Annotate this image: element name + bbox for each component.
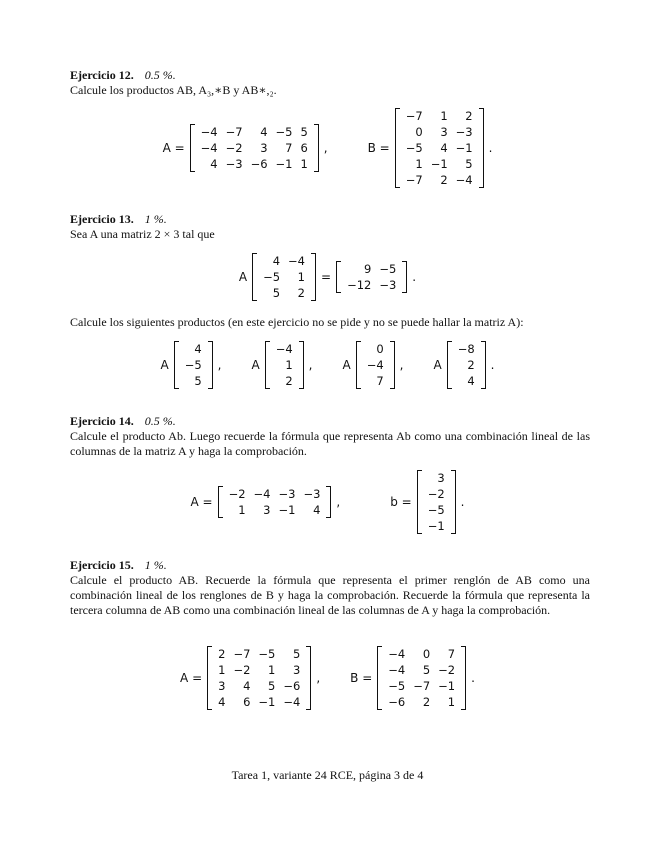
matrix-entry: −5 [405, 141, 423, 155]
matrix-row [384, 678, 459, 694]
matrix [356, 341, 395, 389]
exercise-13-title: Ejercicio 13. [70, 212, 134, 226]
matrix-row [259, 285, 309, 301]
matrix-entry: 3 [263, 503, 271, 517]
exercise-12-equation [0, 108, 655, 188]
exercise-13 [70, 212, 590, 242]
matrix-label: A [433, 358, 442, 372]
matrix [377, 646, 466, 710]
exercise-14-text: Calcule el producto Ab. Luego recuerde la fórmula que representa Ab como una combinación lineal de las columnas de la matriz A y haga la comprobación. [70, 429, 590, 458]
exercise-14-title: Ejercicio 14. [70, 414, 134, 428]
exercise-13-equation-1 [0, 252, 655, 302]
matrix-entry: 2 [285, 374, 293, 388]
matrix-row [272, 373, 297, 389]
matrix-entry: −4 [366, 358, 384, 372]
matrix-row [197, 124, 312, 140]
matrix-row [402, 156, 477, 172]
matrix [218, 486, 332, 518]
matrix [417, 470, 456, 534]
matrix [395, 108, 484, 188]
matrix-entry: 7 [447, 647, 456, 661]
exercise-13-points: 1 %. [144, 212, 167, 226]
exercise-12-title: Ejercicio 12. [70, 68, 134, 82]
matrix-entry: −7 [405, 109, 423, 123]
matrix-entry: 4 [272, 254, 281, 268]
matrix-label: A [342, 358, 351, 372]
matrix-entry: 4 [194, 342, 202, 356]
matrix-table [454, 341, 479, 389]
matrix-entry: 9 [364, 262, 372, 276]
matrix-group [390, 470, 464, 534]
exercise-15-equation [0, 644, 655, 712]
exercise-15-points: 1 %. [144, 558, 167, 572]
matrix-entry: 6 [300, 141, 308, 155]
matrix-entry: 1 [440, 109, 448, 123]
matrix-table [424, 470, 449, 534]
matrix-entry: 4 [243, 679, 251, 693]
punctuation: , [316, 671, 321, 685]
matrix-entry: 1 [218, 663, 226, 677]
matrix-table [343, 261, 400, 293]
matrix-table [225, 486, 325, 518]
matrix-entry: 3 [437, 471, 445, 485]
matrix-entry: −2 [438, 663, 456, 677]
matrix-entry: −1 [438, 679, 456, 693]
matrix-entry: −7 [413, 679, 431, 693]
exercise-14 [70, 414, 590, 459]
matrix-row [343, 261, 400, 277]
matrix-entry: 1 [300, 157, 308, 171]
matrix-group [434, 341, 495, 389]
matrix-entry: 5 [272, 286, 281, 300]
matrix-label: A = [162, 141, 185, 155]
matrix-entry: 5 [422, 663, 431, 677]
exercise-12-text: Calcule los productos AB, A₃,∗B y AB∗,₂. [70, 83, 277, 97]
matrix-label: A = [190, 495, 213, 509]
matrix-row [272, 357, 297, 373]
matrix-row [197, 140, 312, 156]
matrix-entry: −2 [427, 487, 445, 501]
matrix-label: A = [180, 671, 203, 685]
matrix-entry: −1 [430, 157, 448, 171]
matrix-entry: −2 [228, 487, 246, 501]
exercise-13-text: Sea A una matriz 2 × 3 tal que [70, 227, 215, 241]
matrix-entry: −3 [278, 487, 296, 501]
matrix-row [384, 662, 459, 678]
matrix-row [454, 373, 479, 389]
matrix-entry: −1 [275, 157, 293, 171]
matrix-entry: −3 [379, 278, 397, 292]
punctuation: , [399, 358, 404, 372]
matrix-entry: 3 [260, 141, 268, 155]
matrix-entry: 6 [243, 695, 251, 709]
matrix-group [191, 486, 341, 518]
punctuation: . [490, 358, 495, 372]
matrix-entry: −7 [233, 647, 251, 661]
matrix-group [180, 646, 320, 710]
matrix-row [181, 341, 206, 357]
exercise-13-text-2: Calcule los siguientes productos (en este ejercicio no se pide y no se puede hallar la matriz A): [70, 315, 524, 329]
matrix-entry: 0 [415, 125, 423, 139]
matrix-row [343, 277, 400, 293]
matrix-group [252, 341, 313, 389]
matrix-entry: −1 [455, 141, 473, 155]
matrix-row [424, 470, 449, 486]
matrix [336, 261, 407, 293]
matrix-entry: 1 [238, 503, 246, 517]
matrix-entry: −3 [303, 487, 321, 501]
matrix-entry: 3 [292, 663, 301, 677]
matrix-entry: 5 [292, 647, 301, 661]
matrix [447, 341, 486, 389]
matrix-entry: 4 [210, 157, 218, 171]
matrix-entry: −3 [455, 125, 473, 139]
matrix-label: b = [390, 495, 412, 509]
punctuation: , [323, 141, 328, 155]
matrix-entry: 1 [285, 358, 293, 372]
matrix-group [239, 253, 416, 301]
matrix [174, 341, 213, 389]
matrix-label: A [251, 358, 260, 372]
matrix-entry: −7 [225, 125, 243, 139]
matrix-entry: −5 [379, 262, 397, 276]
matrix-row [454, 341, 479, 357]
matrix-entry: 1 [447, 695, 456, 709]
matrix-entry: 4 [260, 125, 268, 139]
matrix-row [259, 253, 309, 269]
matrix-entry: −1 [278, 503, 296, 517]
matrix-entry: 4 [467, 374, 475, 388]
matrix-entry: −5 [427, 503, 445, 517]
matrix-entry: −5 [263, 270, 281, 284]
matrix-table [402, 108, 477, 188]
exercise-15-text: Calcule el producto AB. Recuerde la fórmula que representa el primer renglón de AB como una combinación lineal de los renglones de B y haga la comprobación. Recuerde la fórmula que representa la tercera columna de AB como una combinación lineal de las columnas de A y haga la comprobación. [70, 573, 590, 617]
matrix-row [363, 341, 388, 357]
exercise-14-points: 0.5 %. [144, 414, 176, 428]
matrix-entry: −1 [258, 695, 276, 709]
matrix-entry: 5 [194, 374, 202, 388]
matrix-group [350, 646, 475, 710]
matrix-entry: 3 [440, 125, 448, 139]
matrix-entry: 1 [415, 157, 423, 171]
matrix [252, 253, 316, 301]
matrix-entry: −4 [288, 254, 305, 268]
exercise-12-points: 0.5 %. [144, 68, 176, 82]
matrix-entry: −8 [457, 342, 475, 356]
matrix-table [363, 341, 388, 389]
matrix-table [384, 646, 459, 710]
exercise-12 [70, 68, 590, 98]
matrix-entry: 0 [422, 647, 431, 661]
matrix-row [384, 694, 459, 710]
matrix-table [197, 124, 312, 172]
matrix-entry: −5 [275, 125, 293, 139]
matrix-label: A [238, 270, 248, 284]
matrix-row [214, 646, 304, 662]
matrix-entry: −6 [388, 695, 406, 709]
matrix-entry: 7 [285, 141, 293, 155]
matrix-group [161, 341, 222, 389]
matrix-entry: 0 [376, 342, 384, 356]
matrix-table [272, 341, 297, 389]
matrix-entry: 5 [465, 157, 473, 171]
matrix-row [259, 269, 309, 285]
matrix-row [424, 486, 449, 502]
matrix-row [402, 172, 477, 188]
matrix-entry: 4 [218, 695, 226, 709]
matrix-entry: 5 [268, 679, 276, 693]
matrix-row [424, 518, 449, 534]
matrix-entry: −4 [275, 342, 293, 356]
page-footer: Tarea 1, variante 24 RCE, página 3 de 4 [231, 768, 424, 782]
matrix-entry: −4 [388, 647, 406, 661]
matrix-entry: −4 [200, 141, 218, 155]
matrix-entry: 5 [300, 125, 308, 139]
equals-sign: = [321, 270, 332, 284]
matrix-row [272, 341, 297, 357]
matrix-entry: −5 [388, 679, 406, 693]
matrix-table [214, 646, 304, 710]
punctuation: , [336, 495, 341, 509]
matrix-entry: −6 [283, 679, 301, 693]
matrix-group [368, 108, 493, 188]
matrix-row [402, 108, 477, 124]
matrix [207, 646, 311, 710]
matrix-entry: −3 [225, 157, 243, 171]
matrix-row [363, 373, 388, 389]
matrix-entry: −4 [283, 695, 301, 709]
exercise-13-text-2-block [70, 315, 590, 330]
matrix-row [214, 678, 304, 694]
matrix-entry: −4 [253, 487, 271, 501]
matrix-entry: −7 [405, 173, 423, 187]
matrix-entry: −5 [184, 358, 202, 372]
matrix-entry: 1 [297, 270, 305, 284]
matrix [265, 341, 304, 389]
matrix-label: B = [350, 671, 373, 685]
matrix-entry: −4 [200, 125, 218, 139]
matrix-entry: −6 [250, 157, 268, 171]
matrix-row [402, 124, 477, 140]
matrix-entry: 2 [297, 286, 305, 300]
matrix-row [214, 662, 304, 678]
matrix-row [225, 486, 325, 502]
matrix-entry: 1 [268, 663, 276, 677]
matrix-label: A [160, 358, 169, 372]
exercise-13-equation-2 [0, 340, 655, 390]
matrix-table [259, 253, 309, 301]
matrix-row [402, 140, 477, 156]
matrix-row [197, 156, 312, 172]
exercise-15 [70, 558, 590, 618]
matrix-entry: 2 [467, 358, 475, 372]
punctuation: . [412, 270, 417, 284]
punctuation: . [488, 141, 493, 155]
matrix-group [163, 124, 328, 172]
matrix-row [424, 502, 449, 518]
matrix-entry: 2 [422, 695, 431, 709]
punctuation: , [308, 358, 313, 372]
matrix-entry: −5 [258, 647, 276, 661]
matrix-entry: −4 [455, 173, 473, 187]
punctuation: , [217, 358, 222, 372]
matrix-entry: 7 [376, 374, 384, 388]
matrix-entry: 2 [465, 109, 473, 123]
matrix-entry: −1 [427, 519, 445, 533]
matrix [190, 124, 319, 172]
matrix-entry: −2 [225, 141, 243, 155]
punctuation: . [460, 495, 465, 509]
matrix-entry: 4 [440, 141, 448, 155]
matrix-row [225, 502, 325, 518]
matrix-row [181, 373, 206, 389]
punctuation: . [471, 671, 475, 685]
exercise-15-title: Ejercicio 15. [70, 558, 134, 572]
matrix-label: B = [367, 141, 390, 155]
matrix-entry: −4 [388, 663, 406, 677]
matrix-entry: 3 [218, 679, 226, 693]
matrix-entry: −12 [347, 278, 372, 292]
matrix-entry: 4 [313, 503, 321, 517]
matrix-row [363, 357, 388, 373]
matrix-entry: −2 [233, 663, 251, 677]
matrix-row [181, 357, 206, 373]
exercise-14-equation [0, 468, 655, 536]
matrix-group [343, 341, 404, 389]
matrix-entry: 2 [440, 173, 448, 187]
matrix-row [214, 694, 304, 710]
matrix-entry: 2 [218, 647, 226, 661]
matrix-row [384, 646, 459, 662]
matrix-row [454, 357, 479, 373]
matrix-table [181, 341, 206, 389]
